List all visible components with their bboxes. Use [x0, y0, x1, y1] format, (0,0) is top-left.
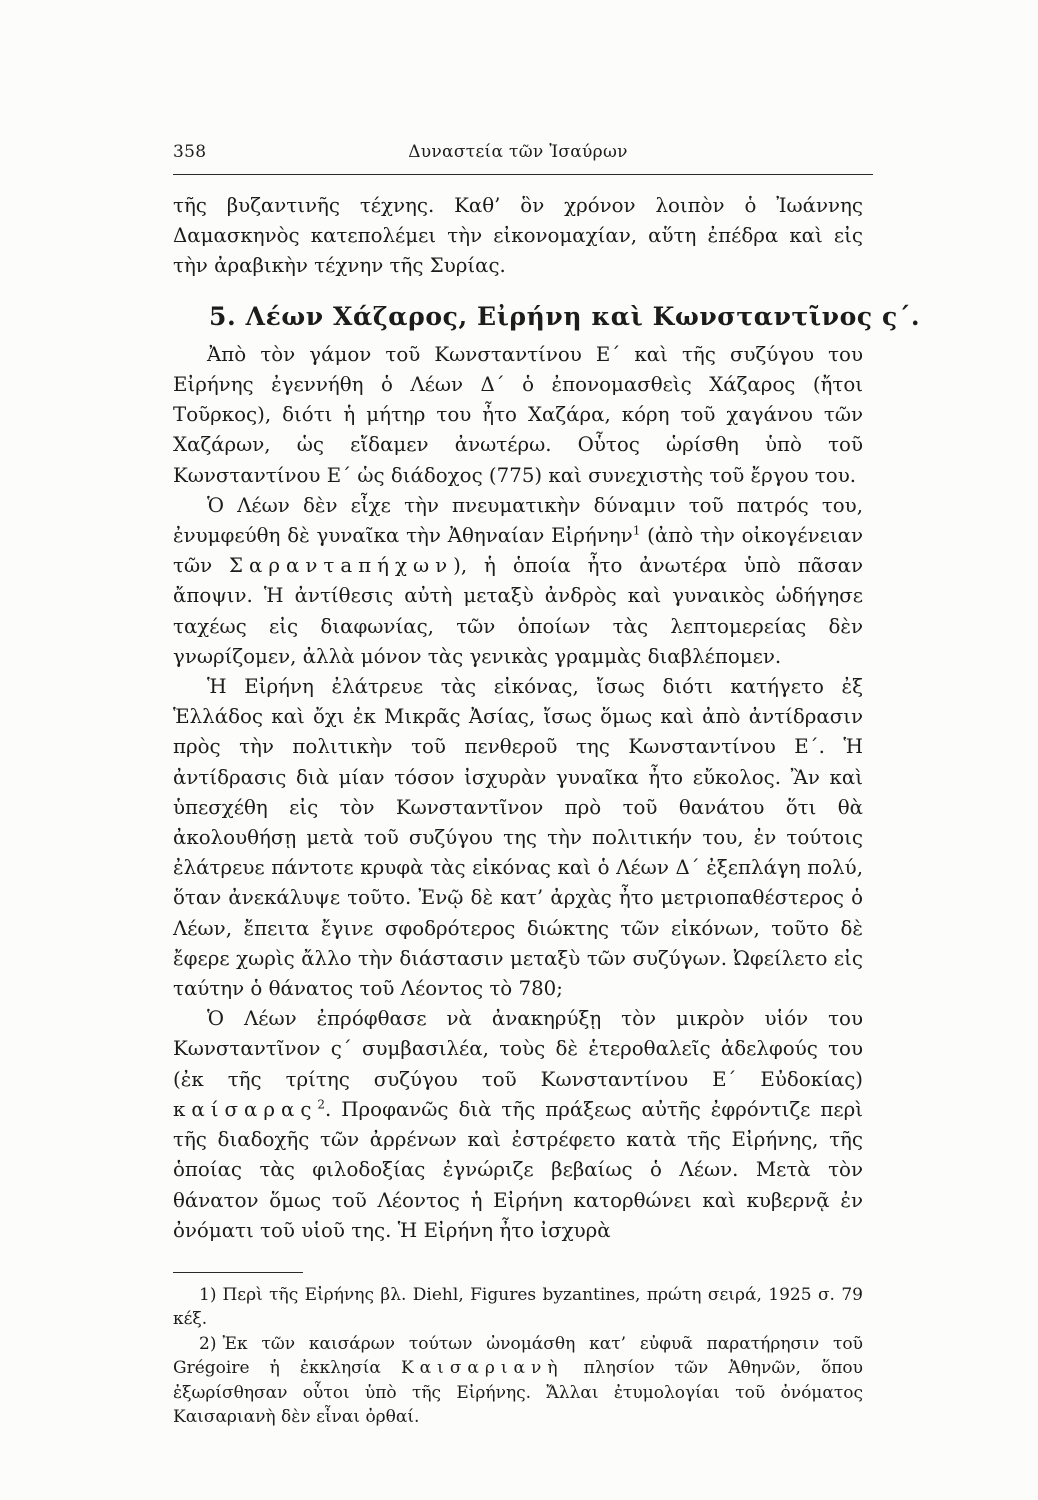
book-page: [173, 142, 921, 1430]
paragraph-4: [173, 1004, 863, 1246]
footnote-ref-2: 2: [317, 1097, 326, 1112]
paragraph-4-part-a: Ὁ Λέων ἐπρόφθασε νὰ ἀνακηρύξῃ τὸν μικρὸν υἱόν του Κωνσταντῖνον ς΄ συμβασιλέα, τοὺς δὲ ἑτεροθαλεῖς ἀδελφούς του (ἐκ τῆς τρίτης συζύγου τοῦ Κωνσταντίνου Ε΄ Εὐδοκίας): [173, 1007, 863, 1091]
footnote-2: [173, 1332, 863, 1430]
paragraph-2-part-b: (ἀπὸ τὴν οἰκογένειαν τῶν: [173, 524, 864, 578]
page-number: 358: [173, 142, 207, 162]
paragraph-continuation: τῆς βυζαντινῆς τέχνης. Καθ’ ὃν χρόνον λοιπὸν ὁ Ἰωάννης Δαμασκηνὸς κατεπολέμει τὴν εἰκονομαχίαν, αὕτη ἐπέδρα καὶ εἰς τὴν ἀραβικὴν τέχνην τῆς Συρίας.: [173, 194, 863, 278]
footnote-1: [173, 1283, 863, 1332]
footnote-1-number: 1): [199, 1284, 217, 1305]
footnote-2-part-a: Ἐκ τῶν καισάρων τούτων ὠνομάσθη κατ’ εὐφυᾶ παρατήρησιν τοῦ Grégoire ἡ ἐκκλησία: [173, 1333, 863, 1379]
paragraph-2-part-c: ), ἡ ὁποία ἦτο ἀνωτέρα ὑπὸ πᾶσαν ἄποψιν. Ἡ ἀντίθεσις αὐτὴ μεταξὺ ἀνδρὸς καὶ γυναικὸς ὡδήγησε ταχέως εἰς διαφωνίας, τῶν ὁποίων τὰς λεπτομερείας δὲν γνωρίζομεν, ἀλλὰ μόνον τὰς γενικὰς γραμμὰς διαβλέπομεν.: [173, 554, 863, 668]
footnote-rule: [173, 1272, 303, 1273]
spaced-caesars: καίσαρας: [173, 1097, 318, 1121]
footnotes: [173, 1283, 863, 1430]
footnote-1-text: Περὶ τῆς Εἰρήνης βλ. Diehl, Figures byzantines, πρώτη σειρά, 1925 σ. 79 κέξ.: [173, 1284, 863, 1330]
paragraph-1: Ἀπὸ τὸν γάμον τοῦ Κωνσταντίνου Ε΄ καὶ τῆς συζύγου του Εἰρήνης ἐγεννήθη ὁ Λέων Δ΄ ὁ ἐπονομασθεὶς Χάζαρος (ἤτοι Τοῦρκος), διότι ἡ μήτηρ του ἦτο Χαζάρα, κόρη τοῦ χαγάνου τῶν Χαζάρων, ὡς εἴδαμεν ἀνωτέρω. Οὗτος ὡρίσθη ὑπὸ τοῦ Κωνσταντίνου Ε΄ ὡς διάδοχος (775) καὶ συνεχιστὴς τοῦ ἔργου του.: [173, 342, 863, 487]
main-text: [173, 191, 921, 1246]
paragraph-3: Ἡ Εἰρήνη ἐλάτρευε τὰς εἰκόνας, ἴσως διότι κατήγετο ἐξ Ἑλλάδος καὶ ὄχι ἐκ Μικρᾶς Ἀσίας, ἴσως ὅμως καὶ ἀπὸ ἀντίδρασιν πρὸς τὴν πολιτικὴν τοῦ πενθεροῦ της Κωνσταντίνου Ε΄. Ἡ ἀντίδρασις διὰ μίαν τόσον ἰσχυρὰν γυναῖκα ἦτο εὔκολος. Ἂν καὶ ὑπεσχέθη εἰς τὸν Κωνσταντῖνον πρὸ τοῦ θανάτου ὅτι θὰ ἀκολουθήσῃ μετὰ τοῦ συζύγου της τὴν πολιτικήν του, ἐν τούτοις ἐλάτρευε πάντοτε κρυφὰ τὰς εἰκόνας καὶ ὁ Λέων Δ΄ ἐξεπλάγη πολύ, ὅταν ἀνεκάλυψε τοῦτο. Ἐνῷ δὲ κατ’ ἀρχὰς ἦτο μετριοπαθέστερος ὁ Λέων, ἔπειτα ἔγινε σφοδρότερος διώκτης τῶν εἰκόνων, τοῦτο δὲ ἔφερε χωρὶς ἄλλο τὴν διάστασιν μεταξὺ τῶν συζύγων. Ὠφείλετο εἰς ταύτην ὁ θάνατος τοῦ Λέοντος τὸ 780;: [173, 675, 863, 1001]
running-title: Δυναστεία τῶν Ἰσαύρων: [408, 142, 628, 162]
running-head: [173, 142, 863, 174]
spaced-church-name: Καισαριανὴ: [400, 1358, 564, 1379]
footnote-2-number: 2): [199, 1333, 217, 1354]
paragraph-2-part-a: Ὁ Λέων δὲν εἶχε τὴν πνευματικὴν δύναμιν τοῦ πατρός του, ἐνυμφεύθη δὲ γυναῖκα τὴν Ἀθηναίαν Εἰρήνην: [173, 493, 863, 548]
paragraph-2: [173, 491, 863, 672]
section-heading: 5. Λέων Χάζαρος, Εἰρήνη καὶ Κωνσταντῖνος ς΄.: [209, 301, 921, 331]
footnote-2-part-b: πλησίον τῶν Ἀθηνῶν, ὅπου ἐξωρίσθησαν οὗτοι ὑπὸ τῆς Εἰρήνης. Ἄλλαι ἐτυμολογίαι τοῦ ὀνόματος Καισαριανὴ δὲν εἶναι ὀρθαί.: [173, 1358, 863, 1428]
paragraph-4-part-b: . Προφανῶς διὰ τῆς πράξεως αὐτῆς ἐφρόντιζε περὶ τῆς διαδοχῆς τῶν ἀρρένων καὶ ἐστρέφετο κατὰ τῆς Εἰρήνης, τῆς ὁποίας τὰς φιλοδοξίας ἐγνώριζε βεβαίως ὁ Λέων. Μετὰ τὸν θάνατον ὅμως τοῦ Λέοντος ἡ Εἰρήνη κατορθώνει καὶ κυβερνᾷ ἐν ὀνόματι τοῦ υἱοῦ της. Ἡ Εἰρήνη ἦτο ἰσχυρὰ: [173, 1097, 863, 1242]
header-rule: [173, 174, 873, 175]
spaced-family-name: Σαραντaπήχων: [229, 554, 454, 578]
footnote-ref-1: 1: [632, 523, 641, 538]
